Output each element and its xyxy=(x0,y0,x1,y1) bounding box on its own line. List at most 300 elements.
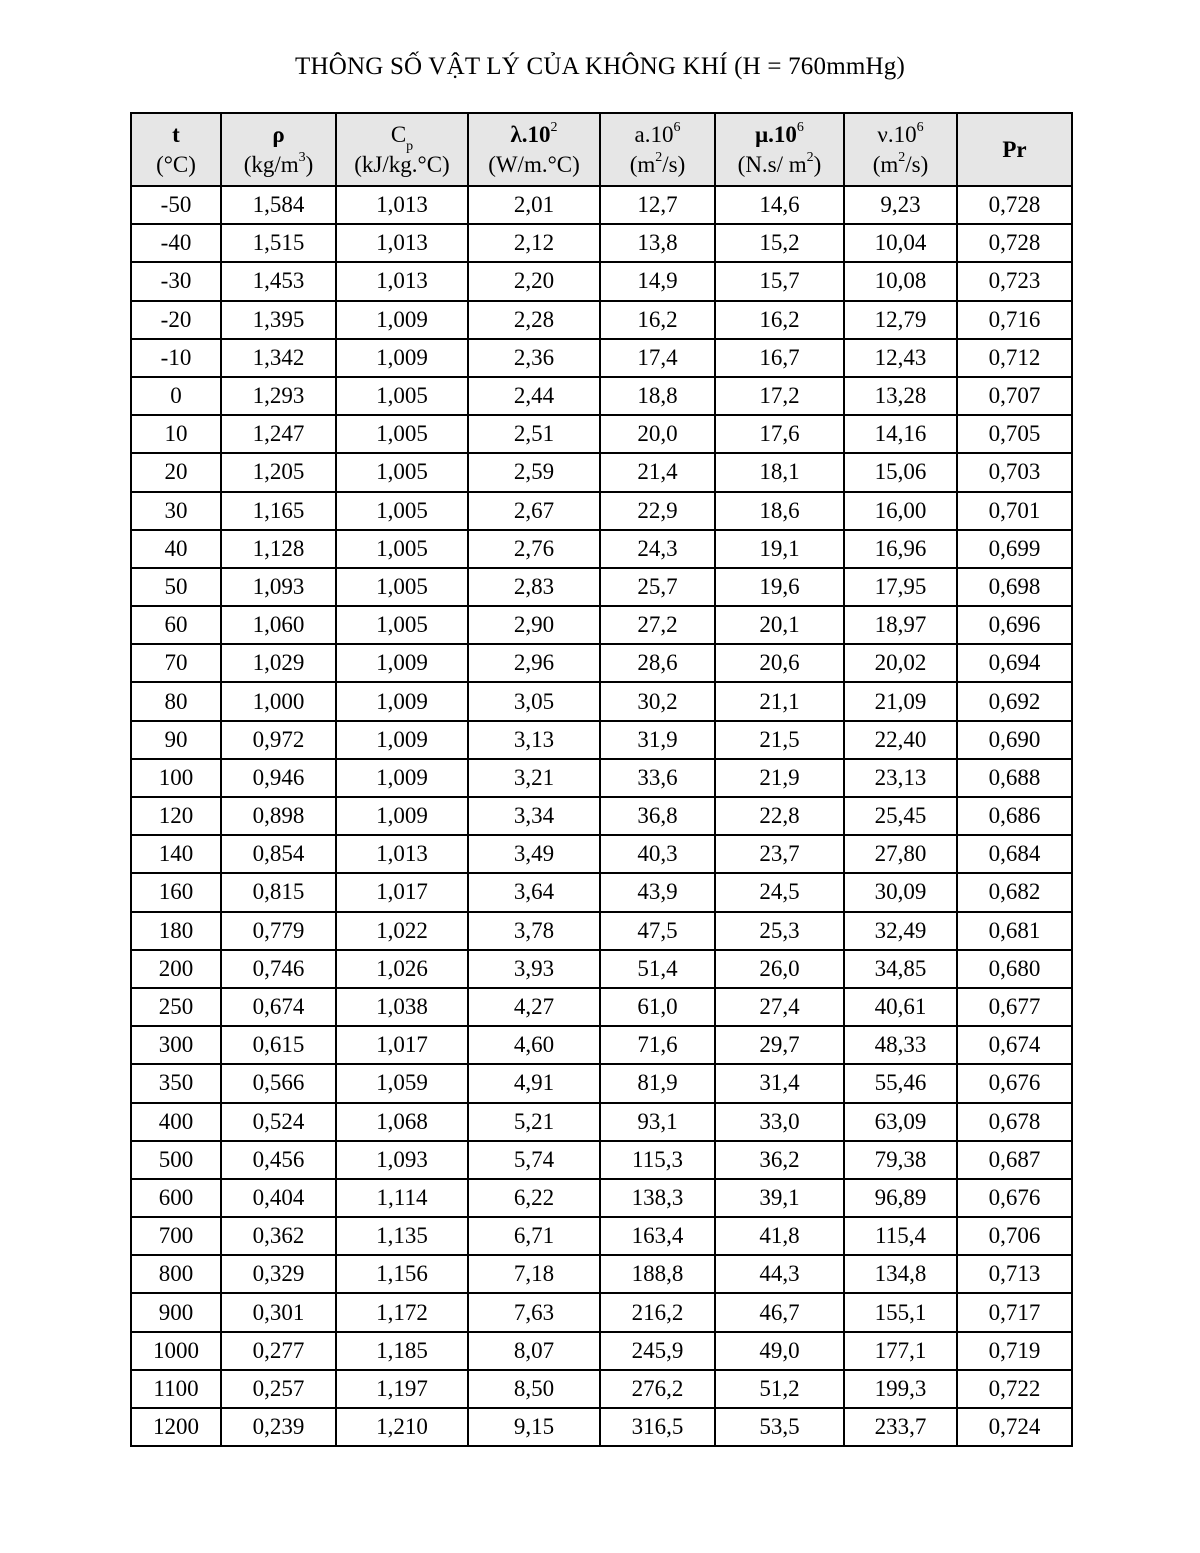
diffusivity-cell: 24,3 xyxy=(600,530,715,568)
t-cell: 50 xyxy=(131,568,221,606)
specific-heat-cell: 1,009 xyxy=(336,301,468,339)
kinematic-viscosity-cell: 16,00 xyxy=(844,492,957,530)
table-row xyxy=(131,988,1072,1026)
conductivity-cell: 8,50 xyxy=(468,1370,600,1408)
density-cell: 0,456 xyxy=(221,1141,336,1179)
dynamic-viscosity-cell: 15,7 xyxy=(715,262,844,300)
density-cell: 0,524 xyxy=(221,1103,336,1141)
dynamic-viscosity-cell: 23,7 xyxy=(715,835,844,873)
header-unit: $(kg/m^3)$ xyxy=(243,149,314,177)
conductivity-cell: 2,51 xyxy=(468,415,600,453)
dynamic-viscosity-cell: 39,1 xyxy=(715,1179,844,1217)
conductivity-cell: 2,83 xyxy=(468,568,600,606)
header-kinematic-viscosity xyxy=(844,113,957,186)
specific-heat-cell: 1,005 xyxy=(336,606,468,644)
diffusivity-cell: 245,9 xyxy=(600,1332,715,1370)
dynamic-viscosity-cell: 17,2 xyxy=(715,377,844,415)
table-row xyxy=(131,797,1072,835)
table-row xyxy=(131,1370,1072,1408)
header-thermal-conductivity xyxy=(468,113,600,186)
table-header-row xyxy=(131,113,1072,186)
table-row xyxy=(131,1255,1072,1293)
kinematic-viscosity-cell: 134,8 xyxy=(844,1255,957,1293)
diffusivity-cell: 138,3 xyxy=(600,1179,715,1217)
density-cell: 1,205 xyxy=(221,453,336,491)
dynamic-viscosity-cell: 18,6 xyxy=(715,492,844,530)
header-unit: (N.s/ $m^2$) xyxy=(737,149,822,177)
diffusivity-cell: 14,9 xyxy=(600,262,715,300)
density-cell: 0,239 xyxy=(221,1408,336,1446)
conductivity-cell: 3,13 xyxy=(468,721,600,759)
density-cell: 1,515 xyxy=(221,224,336,262)
dynamic-viscosity-cell: 46,7 xyxy=(715,1293,844,1331)
dynamic-viscosity-cell: 19,6 xyxy=(715,568,844,606)
specific-heat-cell: 1,013 xyxy=(336,835,468,873)
density-cell: 0,946 xyxy=(221,759,336,797)
prandtl-cell: 0,717 xyxy=(957,1293,1072,1331)
t-cell: 80 xyxy=(131,682,221,720)
density-cell: 0,779 xyxy=(221,912,336,950)
prandtl-cell: 0,684 xyxy=(957,835,1072,873)
diffusivity-cell: 43,9 xyxy=(600,873,715,911)
specific-heat-cell: 1,093 xyxy=(336,1141,468,1179)
dynamic-viscosity-cell: 16,2 xyxy=(715,301,844,339)
density-cell: 0,362 xyxy=(221,1217,336,1255)
prandtl-cell: 0,694 xyxy=(957,644,1072,682)
dynamic-viscosity-cell: 29,7 xyxy=(715,1026,844,1064)
header-unit: $(m^2/s)$ xyxy=(872,149,929,177)
table-row xyxy=(131,186,1072,224)
kinematic-viscosity-cell: 30,09 xyxy=(844,873,957,911)
conductivity-cell: 3,64 xyxy=(468,873,600,911)
header-symbol: $\lambda.10^2$ xyxy=(510,119,558,147)
diffusivity-cell: 33,6 xyxy=(600,759,715,797)
conductivity-cell: 2,67 xyxy=(468,492,600,530)
t-cell: -30 xyxy=(131,262,221,300)
density-cell: 0,615 xyxy=(221,1026,336,1064)
dynamic-viscosity-cell: 25,3 xyxy=(715,912,844,950)
t-cell: 60 xyxy=(131,606,221,644)
conductivity-cell: 6,71 xyxy=(468,1217,600,1255)
conductivity-cell: 2,44 xyxy=(468,377,600,415)
specific-heat-cell: 1,068 xyxy=(336,1103,468,1141)
dynamic-viscosity-cell: 14,6 xyxy=(715,186,844,224)
specific-heat-cell: 1,013 xyxy=(336,262,468,300)
prandtl-cell: 0,706 xyxy=(957,1217,1072,1255)
kinematic-viscosity-cell: 40,61 xyxy=(844,988,957,1026)
t-cell: 1000 xyxy=(131,1332,221,1370)
specific-heat-cell: 1,114 xyxy=(336,1179,468,1217)
prandtl-cell: 0,728 xyxy=(957,224,1072,262)
table-row xyxy=(131,262,1072,300)
table-row xyxy=(131,912,1072,950)
specific-heat-cell: 1,017 xyxy=(336,1026,468,1064)
diffusivity-cell: 47,5 xyxy=(600,912,715,950)
density-cell: 0,972 xyxy=(221,721,336,759)
specific-heat-cell: 1,005 xyxy=(336,453,468,491)
dynamic-viscosity-cell: 24,5 xyxy=(715,873,844,911)
kinematic-viscosity-cell: 177,1 xyxy=(844,1332,957,1370)
diffusivity-cell: 71,6 xyxy=(600,1026,715,1064)
density-cell: 0,566 xyxy=(221,1064,336,1102)
conductivity-cell: 2,28 xyxy=(468,301,600,339)
kinematic-viscosity-cell: 34,85 xyxy=(844,950,957,988)
specific-heat-cell: 1,017 xyxy=(336,873,468,911)
dynamic-viscosity-cell: 27,4 xyxy=(715,988,844,1026)
specific-heat-cell: 1,022 xyxy=(336,912,468,950)
specific-heat-cell: 1,156 xyxy=(336,1255,468,1293)
header-density xyxy=(221,113,336,186)
table-row xyxy=(131,1293,1072,1331)
density-cell: 1,584 xyxy=(221,186,336,224)
prandtl-cell: 0,699 xyxy=(957,530,1072,568)
specific-heat-cell: 1,013 xyxy=(336,186,468,224)
kinematic-viscosity-cell: 10,08 xyxy=(844,262,957,300)
conductivity-cell: 5,74 xyxy=(468,1141,600,1179)
dynamic-viscosity-cell: 19,1 xyxy=(715,530,844,568)
kinematic-viscosity-cell: 48,33 xyxy=(844,1026,957,1064)
dynamic-viscosity-cell: 26,0 xyxy=(715,950,844,988)
conductivity-cell: 4,27 xyxy=(468,988,600,1026)
dynamic-viscosity-cell: 41,8 xyxy=(715,1217,844,1255)
conductivity-cell: 3,34 xyxy=(468,797,600,835)
diffusivity-cell: 61,0 xyxy=(600,988,715,1026)
density-cell: 0,746 xyxy=(221,950,336,988)
diffusivity-cell: 22,9 xyxy=(600,492,715,530)
prandtl-cell: 0,687 xyxy=(957,1141,1072,1179)
t-cell: 500 xyxy=(131,1141,221,1179)
diffusivity-cell: 12,7 xyxy=(600,186,715,224)
table-row xyxy=(131,606,1072,644)
kinematic-viscosity-cell: 16,96 xyxy=(844,530,957,568)
specific-heat-cell: 1,009 xyxy=(336,339,468,377)
header-symbol: Pr xyxy=(1002,136,1027,162)
kinematic-viscosity-cell: 22,40 xyxy=(844,721,957,759)
table-row xyxy=(131,682,1072,720)
dynamic-viscosity-cell: 21,9 xyxy=(715,759,844,797)
dynamic-viscosity-cell: 20,6 xyxy=(715,644,844,682)
t-cell: 0 xyxy=(131,377,221,415)
prandtl-cell: 0,688 xyxy=(957,759,1072,797)
t-cell: 700 xyxy=(131,1217,221,1255)
header-prandtl xyxy=(957,113,1072,186)
dynamic-viscosity-cell: 31,4 xyxy=(715,1064,844,1102)
density-cell: 0,329 xyxy=(221,1255,336,1293)
diffusivity-cell: 316,5 xyxy=(600,1408,715,1446)
density-cell: 1,342 xyxy=(221,339,336,377)
kinematic-viscosity-cell: 25,45 xyxy=(844,797,957,835)
table-row xyxy=(131,1332,1072,1370)
density-cell: 0,898 xyxy=(221,797,336,835)
prandtl-cell: 0,690 xyxy=(957,721,1072,759)
header-unit: (kJ/kg.°C) xyxy=(354,151,450,177)
diffusivity-cell: 163,4 xyxy=(600,1217,715,1255)
kinematic-viscosity-cell: 12,43 xyxy=(844,339,957,377)
specific-heat-cell: 1,026 xyxy=(336,950,468,988)
density-cell: 0,404 xyxy=(221,1179,336,1217)
t-cell: 800 xyxy=(131,1255,221,1293)
conductivity-cell: 2,12 xyxy=(468,224,600,262)
diffusivity-cell: 93,1 xyxy=(600,1103,715,1141)
specific-heat-cell: 1,172 xyxy=(336,1293,468,1331)
specific-heat-cell: 1,009 xyxy=(336,759,468,797)
prandtl-cell: 0,703 xyxy=(957,453,1072,491)
conductivity-cell: 3,78 xyxy=(468,912,600,950)
table-row xyxy=(131,721,1072,759)
diffusivity-cell: 31,9 xyxy=(600,721,715,759)
prandtl-cell: 0,698 xyxy=(957,568,1072,606)
diffusivity-cell: 25,7 xyxy=(600,568,715,606)
conductivity-cell: 8,07 xyxy=(468,1332,600,1370)
table-body xyxy=(131,186,1072,1446)
dynamic-viscosity-cell: 51,2 xyxy=(715,1370,844,1408)
t-cell: 10 xyxy=(131,415,221,453)
header-symbol: $C_p$ xyxy=(390,121,414,155)
density-cell: 0,301 xyxy=(221,1293,336,1331)
prandtl-cell: 0,701 xyxy=(957,492,1072,530)
table-row xyxy=(131,873,1072,911)
diffusivity-cell: 40,3 xyxy=(600,835,715,873)
prandtl-cell: 0,678 xyxy=(957,1103,1072,1141)
density-cell: 1,093 xyxy=(221,568,336,606)
kinematic-viscosity-cell: 199,3 xyxy=(844,1370,957,1408)
conductivity-cell: 7,18 xyxy=(468,1255,600,1293)
density-cell: 1,453 xyxy=(221,262,336,300)
dynamic-viscosity-cell: 21,5 xyxy=(715,721,844,759)
kinematic-viscosity-cell: 14,16 xyxy=(844,415,957,453)
dynamic-viscosity-cell: 17,6 xyxy=(715,415,844,453)
kinematic-viscosity-cell: 23,13 xyxy=(844,759,957,797)
dynamic-viscosity-cell: 44,3 xyxy=(715,1255,844,1293)
prandtl-cell: 0,674 xyxy=(957,1026,1072,1064)
table-row xyxy=(131,301,1072,339)
diffusivity-cell: 30,2 xyxy=(600,682,715,720)
specific-heat-cell: 1,009 xyxy=(336,682,468,720)
t-cell: -10 xyxy=(131,339,221,377)
diffusivity-cell: 115,3 xyxy=(600,1141,715,1179)
kinematic-viscosity-cell: 10,04 xyxy=(844,224,957,262)
table-row xyxy=(131,759,1072,797)
t-cell: 90 xyxy=(131,721,221,759)
t-cell: 200 xyxy=(131,950,221,988)
t-cell: 100 xyxy=(131,759,221,797)
t-cell: 30 xyxy=(131,492,221,530)
kinematic-viscosity-cell: 12,79 xyxy=(844,301,957,339)
conductivity-cell: 5,21 xyxy=(468,1103,600,1141)
dynamic-viscosity-cell: 15,2 xyxy=(715,224,844,262)
kinematic-viscosity-cell: 13,28 xyxy=(844,377,957,415)
conductivity-cell: 3,21 xyxy=(468,759,600,797)
header-symbol: $\mu.10^6$ xyxy=(755,119,804,147)
specific-heat-cell: 1,005 xyxy=(336,568,468,606)
prandtl-cell: 0,707 xyxy=(957,377,1072,415)
table-row xyxy=(131,950,1072,988)
t-cell: 70 xyxy=(131,644,221,682)
kinematic-viscosity-cell: 17,95 xyxy=(844,568,957,606)
diffusivity-cell: 28,6 xyxy=(600,644,715,682)
t-cell: 1200 xyxy=(131,1408,221,1446)
kinematic-viscosity-cell: 18,97 xyxy=(844,606,957,644)
density-cell: 0,674 xyxy=(221,988,336,1026)
t-cell: 250 xyxy=(131,988,221,1026)
dynamic-viscosity-cell: 49,0 xyxy=(715,1332,844,1370)
specific-heat-cell: 1,005 xyxy=(336,530,468,568)
table-row xyxy=(131,644,1072,682)
prandtl-cell: 0,724 xyxy=(957,1408,1072,1446)
table-row xyxy=(131,1179,1072,1217)
prandtl-cell: 0,692 xyxy=(957,682,1072,720)
density-cell: 1,165 xyxy=(221,492,336,530)
table-row xyxy=(131,224,1072,262)
header-dynamic-viscosity xyxy=(715,113,844,186)
specific-heat-cell: 1,005 xyxy=(336,492,468,530)
header-symbol: $\nu.10^6$ xyxy=(877,119,924,147)
kinematic-viscosity-cell: 155,1 xyxy=(844,1293,957,1331)
kinematic-viscosity-cell: 79,38 xyxy=(844,1141,957,1179)
conductivity-cell: 2,76 xyxy=(468,530,600,568)
kinematic-viscosity-cell: 21,09 xyxy=(844,682,957,720)
kinematic-viscosity-cell: 115,4 xyxy=(844,1217,957,1255)
header-symbol: t xyxy=(172,121,180,147)
dynamic-viscosity-cell: 20,1 xyxy=(715,606,844,644)
table-row xyxy=(131,1064,1072,1102)
specific-heat-cell: 1,185 xyxy=(336,1332,468,1370)
kinematic-viscosity-cell: 15,06 xyxy=(844,453,957,491)
prandtl-cell: 0,676 xyxy=(957,1064,1072,1102)
density-cell: 1,029 xyxy=(221,644,336,682)
dynamic-viscosity-cell: 21,1 xyxy=(715,682,844,720)
density-cell: 0,277 xyxy=(221,1332,336,1370)
prandtl-cell: 0,680 xyxy=(957,950,1072,988)
t-cell: 140 xyxy=(131,835,221,873)
diffusivity-cell: 18,8 xyxy=(600,377,715,415)
kinematic-viscosity-cell: 27,80 xyxy=(844,835,957,873)
dynamic-viscosity-cell: 33,0 xyxy=(715,1103,844,1141)
conductivity-cell: 2,20 xyxy=(468,262,600,300)
prandtl-cell: 0,728 xyxy=(957,186,1072,224)
density-cell: 1,293 xyxy=(221,377,336,415)
table-row xyxy=(131,453,1072,491)
table-row xyxy=(131,1103,1072,1141)
t-cell: 300 xyxy=(131,1026,221,1064)
table-row xyxy=(131,1026,1072,1064)
kinematic-viscosity-cell: 63,09 xyxy=(844,1103,957,1141)
conductivity-cell: 2,01 xyxy=(468,186,600,224)
conductivity-cell: 4,91 xyxy=(468,1064,600,1102)
kinematic-viscosity-cell: 96,89 xyxy=(844,1179,957,1217)
header-symbol: $a.10^6$ xyxy=(634,119,681,147)
kinematic-viscosity-cell: 9,23 xyxy=(844,186,957,224)
density-cell: 0,854 xyxy=(221,835,336,873)
diffusivity-cell: 21,4 xyxy=(600,453,715,491)
dynamic-viscosity-cell: 18,1 xyxy=(715,453,844,491)
table-row xyxy=(131,1408,1072,1446)
density-cell: 1,395 xyxy=(221,301,336,339)
diffusivity-cell: 188,8 xyxy=(600,1255,715,1293)
diffusivity-cell: 276,2 xyxy=(600,1370,715,1408)
diffusivity-cell: 81,9 xyxy=(600,1064,715,1102)
specific-heat-cell: 1,059 xyxy=(336,1064,468,1102)
table-row xyxy=(131,835,1072,873)
header-thermal-diffusivity xyxy=(600,113,715,186)
density-cell: 1,000 xyxy=(221,682,336,720)
t-cell: 20 xyxy=(131,453,221,491)
prandtl-cell: 0,716 xyxy=(957,301,1072,339)
prandtl-cell: 0,696 xyxy=(957,606,1072,644)
density-cell: 1,128 xyxy=(221,530,336,568)
header-unit: (°C) xyxy=(156,151,196,177)
conductivity-cell: 3,93 xyxy=(468,950,600,988)
prandtl-cell: 0,722 xyxy=(957,1370,1072,1408)
t-cell: 1100 xyxy=(131,1370,221,1408)
diffusivity-cell: 13,8 xyxy=(600,224,715,262)
prandtl-cell: 0,677 xyxy=(957,988,1072,1026)
prandtl-cell: 0,712 xyxy=(957,339,1072,377)
conductivity-cell: 2,90 xyxy=(468,606,600,644)
dynamic-viscosity-cell: 36,2 xyxy=(715,1141,844,1179)
header-unit: (W/m.°C) xyxy=(488,151,580,177)
prandtl-cell: 0,686 xyxy=(957,797,1072,835)
header-symbol: ρ xyxy=(272,121,285,147)
diffusivity-cell: 17,4 xyxy=(600,339,715,377)
air-properties-table xyxy=(130,112,1073,1447)
kinematic-viscosity-cell: 32,49 xyxy=(844,912,957,950)
specific-heat-cell: 1,135 xyxy=(336,1217,468,1255)
prandtl-cell: 0,682 xyxy=(957,873,1072,911)
prandtl-cell: 0,719 xyxy=(957,1332,1072,1370)
diffusivity-cell: 16,2 xyxy=(600,301,715,339)
specific-heat-cell: 1,009 xyxy=(336,797,468,835)
conductivity-cell: 3,49 xyxy=(468,835,600,873)
table-row xyxy=(131,492,1072,530)
t-cell: -50 xyxy=(131,186,221,224)
diffusivity-cell: 216,2 xyxy=(600,1293,715,1331)
specific-heat-cell: 1,197 xyxy=(336,1370,468,1408)
table-row xyxy=(131,568,1072,606)
prandtl-cell: 0,723 xyxy=(957,262,1072,300)
diffusivity-cell: 20,0 xyxy=(600,415,715,453)
prandtl-cell: 0,681 xyxy=(957,912,1072,950)
table-row xyxy=(131,530,1072,568)
prandtl-cell: 0,705 xyxy=(957,415,1072,453)
conductivity-cell: 6,22 xyxy=(468,1179,600,1217)
density-cell: 0,815 xyxy=(221,873,336,911)
diffusivity-cell: 51,4 xyxy=(600,950,715,988)
table-row xyxy=(131,1141,1072,1179)
conductivity-cell: 7,63 xyxy=(468,1293,600,1331)
t-cell: 40 xyxy=(131,530,221,568)
specific-heat-cell: 1,009 xyxy=(336,721,468,759)
specific-heat-cell: 1,038 xyxy=(336,988,468,1026)
dynamic-viscosity-cell: 22,8 xyxy=(715,797,844,835)
kinematic-viscosity-cell: 55,46 xyxy=(844,1064,957,1102)
t-cell: 350 xyxy=(131,1064,221,1102)
dynamic-viscosity-cell: 16,7 xyxy=(715,339,844,377)
conductivity-cell: 4,60 xyxy=(468,1026,600,1064)
diffusivity-cell: 27,2 xyxy=(600,606,715,644)
conductivity-cell: 9,15 xyxy=(468,1408,600,1446)
header-specific-heat xyxy=(336,113,468,186)
table-row xyxy=(131,377,1072,415)
t-cell: 400 xyxy=(131,1103,221,1141)
t-cell: -40 xyxy=(131,224,221,262)
density-cell: 0,257 xyxy=(221,1370,336,1408)
t-cell: -20 xyxy=(131,301,221,339)
t-cell: 160 xyxy=(131,873,221,911)
specific-heat-cell: 1,005 xyxy=(336,415,468,453)
diffusivity-cell: 36,8 xyxy=(600,797,715,835)
conductivity-cell: 2,36 xyxy=(468,339,600,377)
